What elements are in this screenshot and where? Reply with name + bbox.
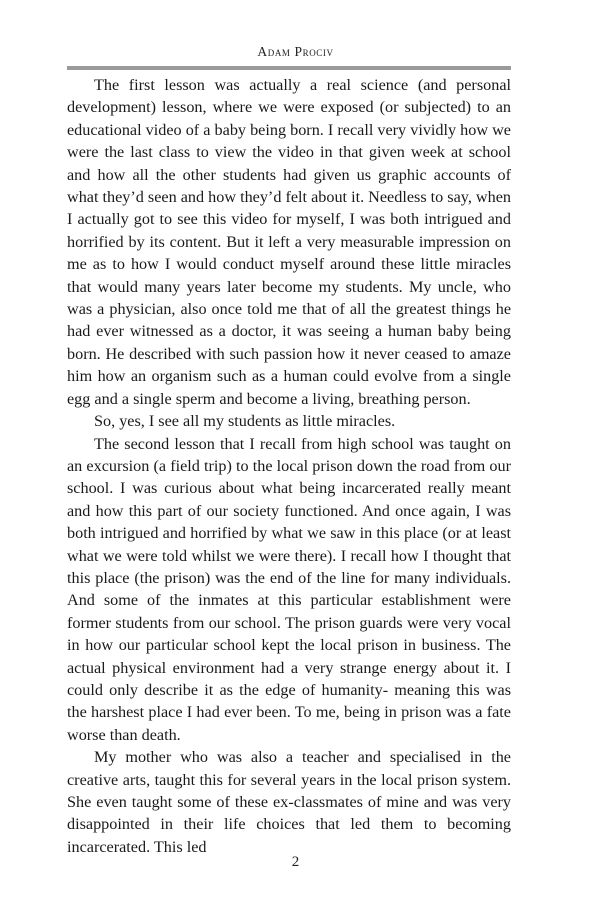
paragraph-1: The first lesson was actually a real science (and personal development) lesson, where we were exposed (or subjected) to an educational video of a baby being born. I recall very vividly how we were the last class to view the video in that given week at school and how all the other students had given us graphic accounts of what they’d seen and how they’d felt about it. Needless to say, when I actually got to see this video for myself, I was both intrigued and horrified by its content. But it left a very measurable impression on me as to how I would conduct myself around these little miracles that would many years later become my students. My uncle, who was a physician, also once told me that of all the greatest things he had ever witnessed as a doctor, it was seeing a human baby being born. He described with such passion how it never ceased to amaze him how an organism such as a human could evolve from a single egg and a single sperm and become a living, breathing person.	[67, 76, 511, 408]
paragraph-3: The second lesson that I recall from high school was taught on an excursion (a field trip) to the local prison down the road from our school. I was curious about what being incarcerated really meant and how this part of our society functioned. And once again, I was both intrigued and horrified by what we saw in this place (or at least what we were told whilst we were there). I recall how I thought that this place (the prison) was the end of the line for many individuals. And some of the inmates at this particular establishment were former students from our school. The prison guards were very vocal in how our particular school kept the local prison in business. The actual physical environment had a very strange energy about it. I could only describe it as the edge of humanity- meaning this was the harshest place I had ever been. To me, being in prison was a fate worse than death.	[67, 434, 511, 744]
paragraph-4: My mother who was also a teacher and specialised in the creative arts, taught this for several years in the local prison system. She even taught some of these ex-classmates of mine and was very disappointed in their life choices that led them to becoming incarcerated. This led	[67, 748, 511, 856]
running-head: Adam Prociv	[257, 44, 334, 59]
page-number: 2	[291, 854, 300, 870]
body-text	[67, 74, 511, 858]
paragraph-2: So, yes, I see all my students as little miracles.	[94, 412, 396, 431]
header-rule	[67, 66, 511, 70]
